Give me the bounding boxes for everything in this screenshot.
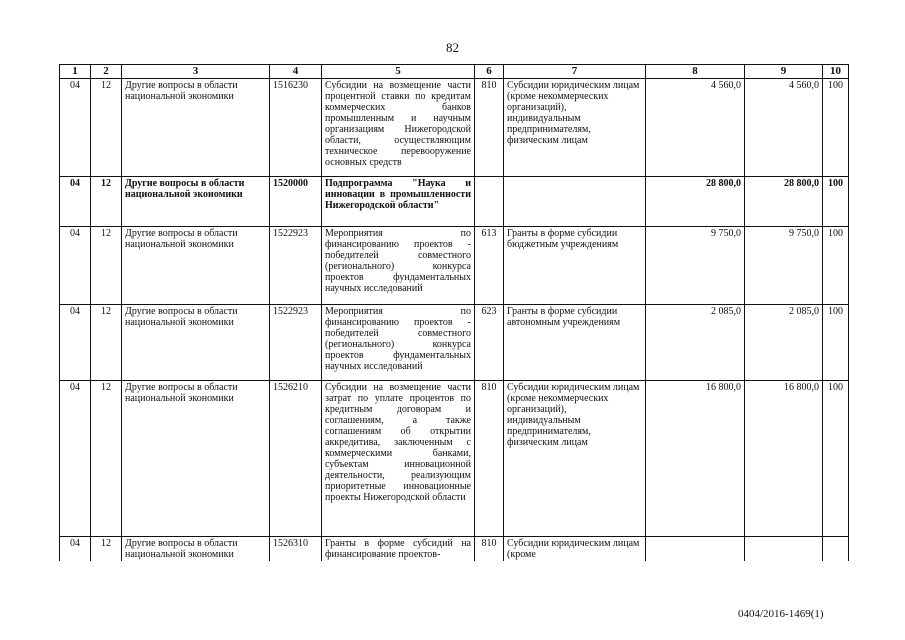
cell-col1: 04 xyxy=(60,305,91,381)
budget-table xyxy=(59,64,849,561)
cell-col3: Другие вопросы в области национальной экономики xyxy=(122,227,270,305)
table-row xyxy=(60,177,849,227)
cell-col3: Другие вопросы в области национальной экономики xyxy=(122,537,270,562)
cell-col8: 2 085,0 xyxy=(646,305,745,381)
cell-col9: 28 800,0 xyxy=(745,177,823,227)
cell-col6: 810 xyxy=(475,381,504,537)
document-code: 0404/2016-1469(1) xyxy=(738,608,824,620)
cell-col3: Другие вопросы в области национальной экономики xyxy=(122,305,270,381)
cell-col5: Субсидии на возмещение части затрат по уплате процентов по кредитным договорам и соглашениям, а также соглашениям об открытии аккредитива, заключенным с коммерческими банками, субъектам инновационной деятельности, реализующим приоритетные инновационные проекты Нижегородской области xyxy=(322,381,475,537)
cell-col4: 1522923 xyxy=(270,227,322,305)
cell-col7 xyxy=(504,177,646,227)
cell-col7: Субсидии юридическим лицам (кроме некоммерческих организаций), индивидуальным предпринимателям, физическим лицам xyxy=(504,79,646,177)
col-header: 10 xyxy=(823,65,849,79)
cell-col4: 1522923 xyxy=(270,305,322,381)
cell-col2: 12 xyxy=(91,79,122,177)
col-header: 8 xyxy=(646,65,745,79)
cell-col9: 4 560,0 xyxy=(745,79,823,177)
cell-col2: 12 xyxy=(91,537,122,562)
col-header: 1 xyxy=(60,65,91,79)
cell-col2: 12 xyxy=(91,177,122,227)
cell-col4: 1520000 xyxy=(270,177,322,227)
cell-col4: 1516230 xyxy=(270,79,322,177)
table-row xyxy=(60,381,849,537)
table-row xyxy=(60,79,849,177)
cell-col6: 613 xyxy=(475,227,504,305)
cell-col2: 12 xyxy=(91,381,122,537)
col-header: 3 xyxy=(122,65,270,79)
page-number: 82 xyxy=(446,40,459,55)
cell-col10 xyxy=(823,537,849,562)
cell-col5: Подпрограмма "Наука и инновации в промышленности Нижегородской области" xyxy=(322,177,475,227)
cell-col1: 04 xyxy=(60,227,91,305)
cell-col5: Гранты в форме субсидий на финансирование проектов- xyxy=(322,537,475,562)
cell-col7: Субсидии юридическим лицам (кроме некоммерческих организаций), индивидуальным предпринимателям, физическим лицам xyxy=(504,381,646,537)
cell-col2: 12 xyxy=(91,227,122,305)
cell-col10: 100 xyxy=(823,305,849,381)
cell-col6: 810 xyxy=(475,537,504,562)
cell-col10: 100 xyxy=(823,177,849,227)
cell-col1: 04 xyxy=(60,537,91,562)
cell-col10: 100 xyxy=(823,79,849,177)
cell-col5: Мероприятия по финансированию проектов - победителей совместного (регионального) конкурса проектов фундаментальных научных исследований xyxy=(322,305,475,381)
cell-col10: 100 xyxy=(823,381,849,537)
cell-col4: 1526210 xyxy=(270,381,322,537)
cell-col8: 28 800,0 xyxy=(646,177,745,227)
cell-col6: 810 xyxy=(475,79,504,177)
cell-col5: Субсидии на возмещение части процентной ставки по кредитам коммерческих банков промышленным и научным организациям Нижегородской области, осуществляющим техническое перевооружение основных средств xyxy=(322,79,475,177)
cell-col9: 2 085,0 xyxy=(745,305,823,381)
col-header: 2 xyxy=(91,65,122,79)
cell-col2: 12 xyxy=(91,305,122,381)
cell-col7: Гранты в форме субсидии бюджетным учреждениям xyxy=(504,227,646,305)
cell-col8: 4 560,0 xyxy=(646,79,745,177)
cell-col9: 9 750,0 xyxy=(745,227,823,305)
cell-col8: 9 750,0 xyxy=(646,227,745,305)
table-row xyxy=(60,305,849,381)
cell-col8 xyxy=(646,537,745,562)
cell-col6 xyxy=(475,177,504,227)
cell-col9 xyxy=(745,537,823,562)
header-row xyxy=(60,65,849,79)
cell-col1: 04 xyxy=(60,79,91,177)
cell-col10: 100 xyxy=(823,227,849,305)
cell-col3: Другие вопросы в области национальной экономики xyxy=(122,177,270,227)
cell-col8: 16 800,0 xyxy=(646,381,745,537)
col-header: 7 xyxy=(504,65,646,79)
table-row xyxy=(60,537,849,562)
cell-col3: Другие вопросы в области национальной экономики xyxy=(122,381,270,537)
cell-col7: Субсидии юридическим лицам (кроме xyxy=(504,537,646,562)
table-row xyxy=(60,227,849,305)
cell-col5: Мероприятия по финансированию проектов - победителей совместного (регионального) конкурса проектов фундаментальных научных исследований xyxy=(322,227,475,305)
cell-col6: 623 xyxy=(475,305,504,381)
col-header: 9 xyxy=(745,65,823,79)
cell-col7: Гранты в форме субсидии автономным учреждениям xyxy=(504,305,646,381)
cell-col4: 1526310 xyxy=(270,537,322,562)
cell-col1: 04 xyxy=(60,381,91,537)
col-header: 6 xyxy=(475,65,504,79)
cell-col1: 04 xyxy=(60,177,91,227)
cell-col9: 16 800,0 xyxy=(745,381,823,537)
cell-col3: Другие вопросы в области национальной экономики xyxy=(122,79,270,177)
col-header: 4 xyxy=(270,65,322,79)
col-header: 5 xyxy=(322,65,475,79)
